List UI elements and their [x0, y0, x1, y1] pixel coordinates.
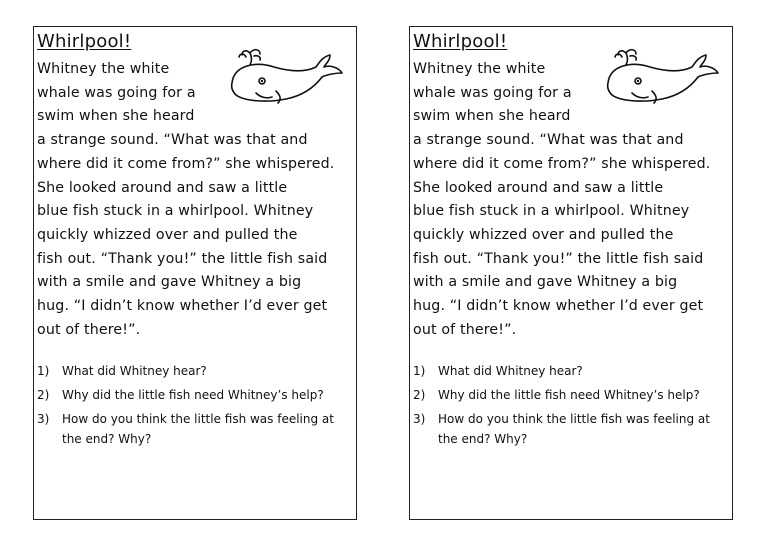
story-line: swim when she heard: [413, 108, 571, 125]
whale-icon: [602, 43, 722, 115]
story-line: whale was going for a: [413, 84, 572, 101]
story-line: where did it come from?” she whispered.: [37, 155, 335, 172]
question-list: [413, 361, 728, 449]
story-line: a strange sound. “What was that and: [37, 132, 308, 149]
whale-icon: [226, 43, 346, 115]
story-line: swim when she heard: [37, 108, 195, 125]
question-number: 2): [37, 388, 50, 403]
reading-card-left: [33, 26, 357, 520]
story-line: with a smile and gave Whitney a big: [37, 274, 302, 291]
story-line: fish out. “Thank you!” the little fish said: [37, 250, 328, 267]
story-line: Whitney the white: [413, 61, 546, 77]
question-number: 2): [413, 388, 426, 403]
story-line: whale was going for a: [37, 84, 196, 101]
question-item: [413, 409, 728, 449]
reading-card-right: [409, 26, 733, 520]
story-line: a strange sound. “What was that and: [413, 132, 684, 149]
question-item: [37, 361, 352, 381]
question-text: How do you think the little fish was feeling at the end? Why?: [62, 412, 334, 447]
question-item: [413, 361, 728, 381]
question-text: How do you think the little fish was feeling at the end? Why?: [438, 412, 710, 447]
story-line: where did it come from?” she whispered.: [413, 155, 711, 172]
story-line: fish out. “Thank you!” the little fish said: [413, 250, 704, 267]
question-text: What did Whitney hear?: [438, 364, 583, 379]
story-line: quickly whizzed over and pulled the: [37, 226, 298, 243]
story-line: blue fish stuck in a whirlpool. Whitney: [413, 203, 690, 220]
card-title: Whirlpool!: [413, 31, 508, 52]
story-line: quickly whizzed over and pulled the: [413, 226, 674, 243]
question-number: 3): [413, 412, 426, 427]
question-text: What did Whitney hear?: [62, 364, 207, 379]
question-text: Why did the little fish need Whitney’s help?: [62, 388, 324, 403]
story-line: hug. “I didn’t know whether I’d ever get: [37, 298, 328, 315]
question-number: 1): [37, 364, 50, 379]
question-number: 3): [37, 412, 50, 427]
story-line: out of there!”.: [413, 321, 517, 338]
story-line: hug. “I didn’t know whether I’d ever get: [413, 298, 704, 315]
question-item: [37, 409, 352, 449]
story-line: She looked around and saw a little: [37, 179, 288, 196]
story-line: out of there!”.: [37, 321, 141, 338]
story-line: She looked around and saw a little: [413, 179, 664, 196]
story-line: with a smile and gave Whitney a big: [413, 274, 678, 291]
story-line: blue fish stuck in a whirlpool. Whitney: [37, 203, 314, 220]
card-title: Whirlpool!: [37, 31, 132, 52]
question-number: 1): [413, 364, 426, 379]
question-list: [37, 361, 352, 449]
question-item: [37, 385, 352, 405]
question-text: Why did the little fish need Whitney’s help?: [438, 388, 700, 403]
question-item: [413, 385, 728, 405]
story-line: Whitney the white: [37, 61, 170, 77]
